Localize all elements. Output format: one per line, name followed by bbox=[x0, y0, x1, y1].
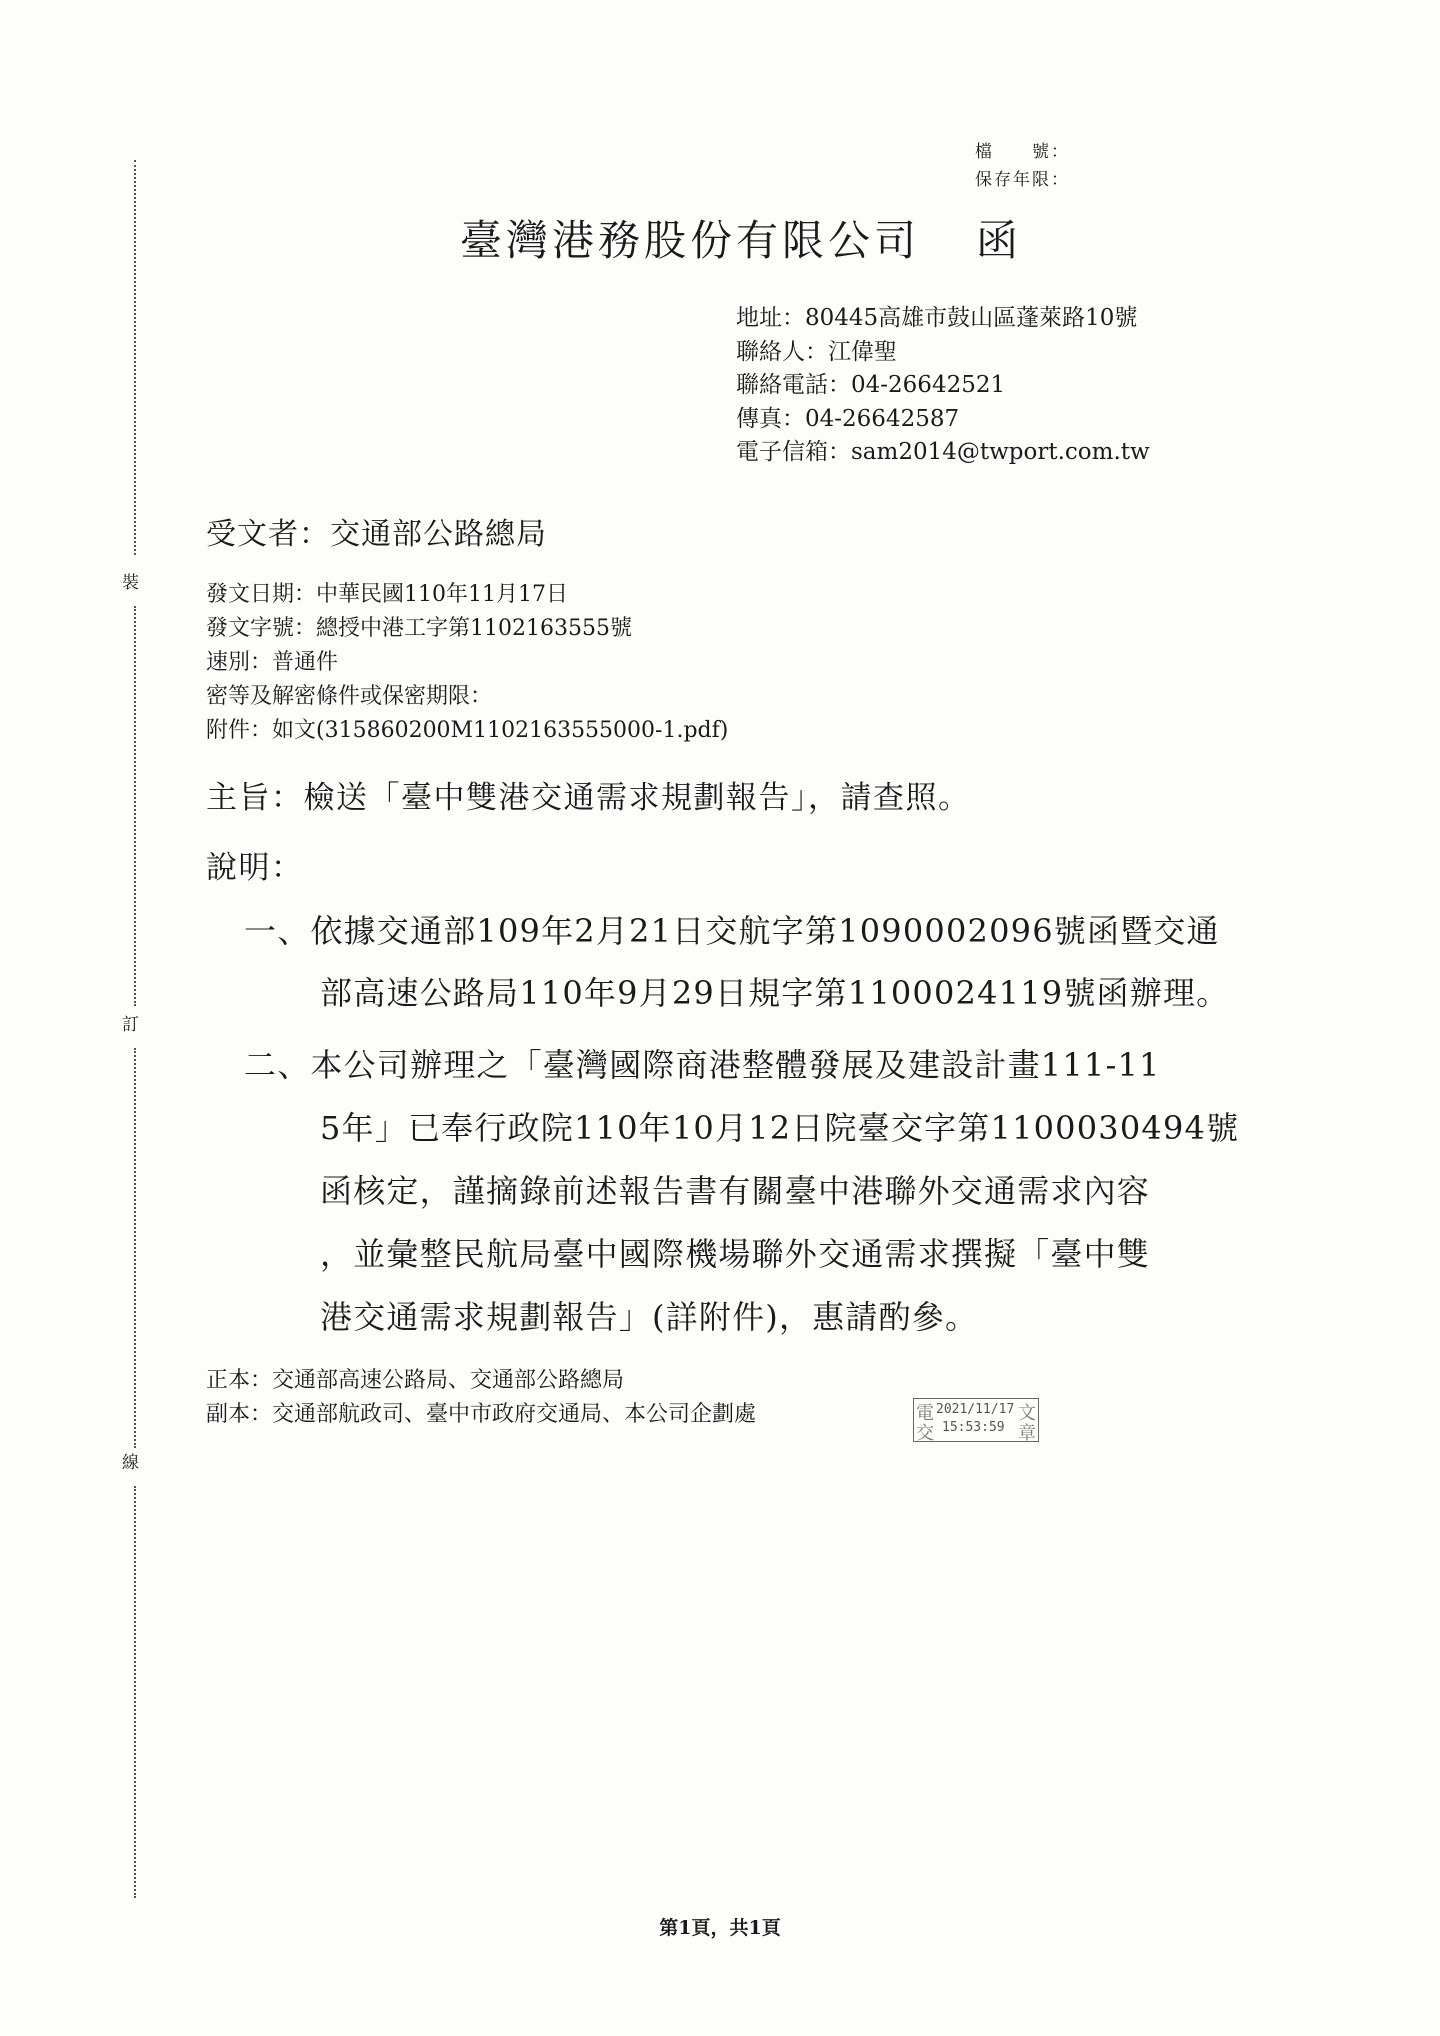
distribution-list bbox=[206, 1364, 756, 1432]
explanation-item-2-line-1: 二、本公司辦理之「臺灣國際商港整體發展及建設計畫111-11 bbox=[244, 1046, 1161, 1084]
contact-email: 電子信箱：sam2014@twport.com.tw bbox=[736, 439, 1150, 465]
binding-mark-xian: 線 bbox=[122, 1453, 139, 1473]
issuing-organization: 臺灣港務股份有限公司 bbox=[460, 216, 921, 265]
document-type: 函 bbox=[976, 216, 1023, 265]
contact-block bbox=[736, 302, 1150, 470]
explanation-item-1-line-2: 部高速公路局110年9月29日規字第1100024119號函辦理。 bbox=[320, 974, 1230, 1012]
electronic-exchange-stamp bbox=[913, 1398, 1039, 1442]
stamp-char: 章 bbox=[1018, 1423, 1036, 1444]
contact-phone: 聯絡電話：04-26642521 bbox=[736, 372, 1006, 398]
binding-dotted-line bbox=[134, 160, 136, 555]
contact-address: 地址：80445高雄市鼓山區蓬萊路10號 bbox=[736, 305, 1138, 331]
issue-date: 發文日期：中華民國110年11月17日 bbox=[206, 582, 568, 607]
copy-recipients: 副本：交通部航政司、臺中市政府交通局、本公司企劃處 bbox=[206, 1402, 757, 1427]
secrecy-level: 密等及解密條件或保密期限： bbox=[206, 684, 493, 709]
binding-mark-ding: 訂 bbox=[122, 1015, 139, 1035]
explanation-item-1-line-1: 一、依據交通部109年2月21日交航字第1090002096號函暨交通 bbox=[244, 912, 1220, 950]
explanation-item-2-line-2: 5年」已奉行政院110年10月12日院臺交字第1100030494號 bbox=[320, 1109, 1240, 1147]
recipient-line: 受文者：交通部公路總局 bbox=[206, 517, 547, 552]
contact-person: 聯絡人：江偉聖 bbox=[736, 338, 897, 365]
stamp-char: 電 bbox=[916, 1403, 934, 1424]
binding-dotted-line bbox=[134, 1048, 136, 1448]
binding-dotted-line bbox=[134, 606, 136, 1006]
explanation-item-2-line-3: 函核定，謹摘錄前述報告書有關臺中港聯外交通需求內容 bbox=[320, 1172, 1151, 1210]
explanation-item-2-line-4: ，並彙整民航局臺中國際機場聯外交通需求撰擬「臺中雙 bbox=[320, 1235, 1151, 1273]
explanation-item-2-line-5: 港交通需求規劃報告」(詳附件)，惠請酌參。 bbox=[320, 1298, 979, 1336]
issue-number: 發文字號：總授中港工字第1102163555號 bbox=[206, 616, 632, 641]
attachment-line: 附件：如文(315860200M1102163555000-1.pdf) bbox=[206, 718, 729, 743]
stamp-char: 交 bbox=[916, 1423, 934, 1444]
issuance-metadata bbox=[206, 578, 728, 748]
subject-line: 主旨：檢送「臺中雙港交通需求規劃報告」，請查照。 bbox=[206, 780, 971, 816]
file-number-label: 檔 號： bbox=[975, 142, 1070, 162]
explanation-heading: 說明： bbox=[206, 850, 304, 886]
binding-mark-zhuang: 裝 bbox=[122, 573, 139, 593]
stamp-char: 文 bbox=[1018, 1403, 1036, 1424]
retention-period-label: 保存年限： bbox=[975, 170, 1070, 190]
original-recipients: 正本：交通部高速公路局、交通部公路總局 bbox=[206, 1368, 625, 1393]
page-number: 第1頁，共1頁 bbox=[659, 1917, 781, 1939]
document-title bbox=[460, 208, 1022, 268]
binding-dotted-line bbox=[134, 1486, 136, 1898]
stamp-time: 15:53:59 bbox=[942, 1420, 1005, 1435]
delivery-speed: 速別：普通件 bbox=[206, 650, 339, 675]
contact-fax: 傳真：04-26642587 bbox=[736, 405, 960, 432]
stamp-date: 2021/11/17 bbox=[936, 1402, 1015, 1417]
